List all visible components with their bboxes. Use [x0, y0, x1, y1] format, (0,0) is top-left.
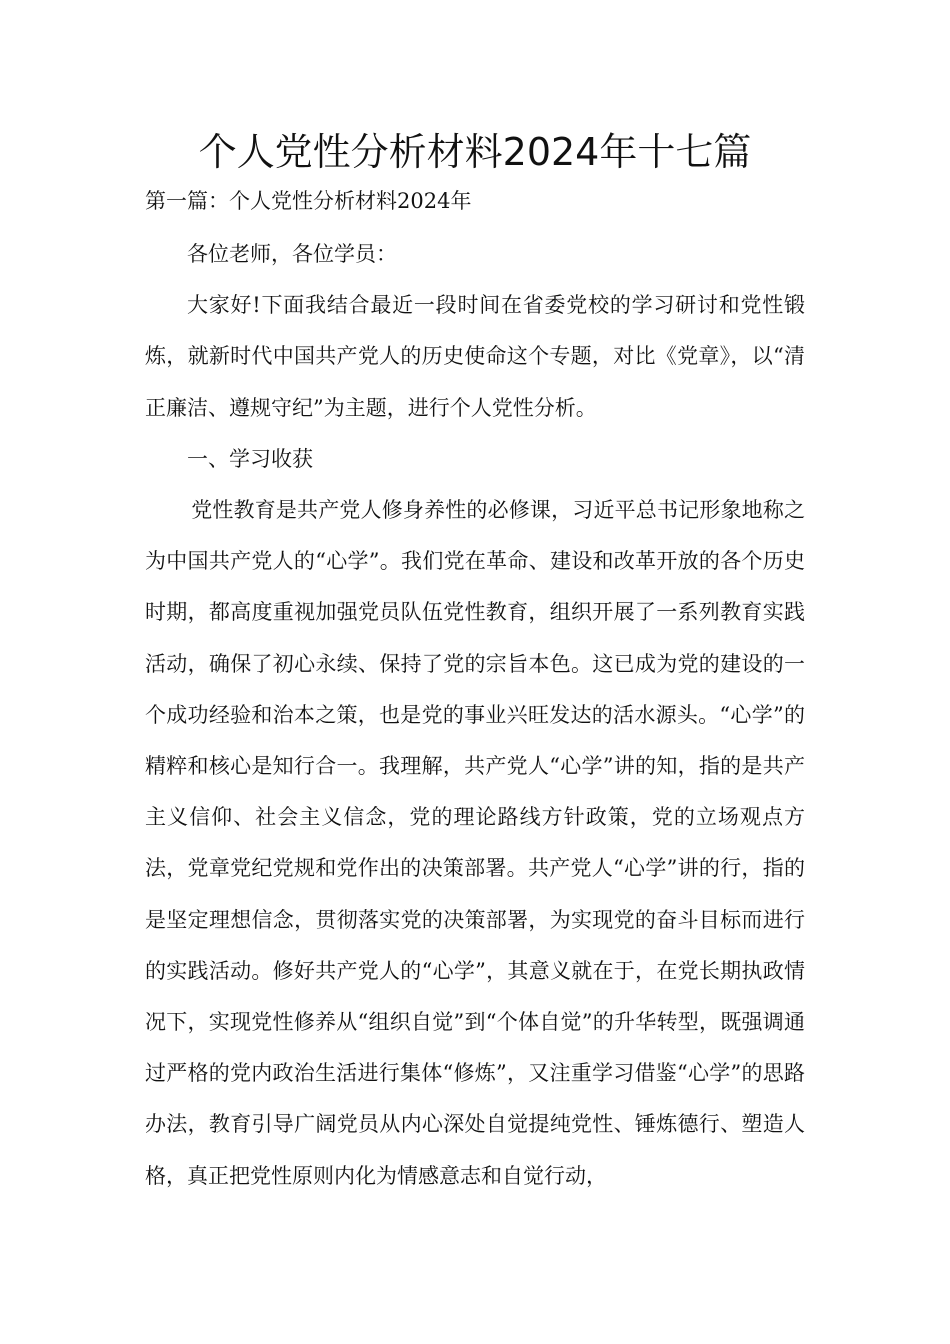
intro-paragraph: 大家好!下面我结合最近一段时间在省委党校的学习研讨和党性锻炼，就新时代中国共产党人的历史使命这个专题，对比《党章》，以“清正廉洁、遵规守纪”为主题，进行个人党性分析。 — [145, 293, 805, 420]
section-heading-learning-gains: 一、学习收获 — [187, 446, 313, 471]
section-heading: 第一篇：个人党性分析材料2024年 — [145, 189, 472, 213]
body-paragraph: 党性教育是共产党人修身养性的必修课，习近平总书记形象地称之为中国共产党人的“心学”。我们党在革命、建设和改革开放的各个历史时期，都高度重视加强党员队伍党性教育，组织开展了一系列教育实践活动，确保了初心永续、保持了党的宗旨本色。这已成为党的建设的一个成功经验和治本之策，也是党的事业兴旺发达的活水源头。“心学”的精粹和核心是知行合一。我理解，共产党人“心学”讲的知，指的是共产主义信仰、社会主义信念，党的理论路线方针政策，党的立场观点方法，党章党纪党规和党作出的决策部署。共产党人“心学”讲的行，指的是坚定理想信念，贯彻落实党的决策部署，为实现党的奋斗目标而进行的实践活动。修好共产党人的“心学”，其意义就在于，在党长期执政情况下，实现党性修养从“组织自觉”到“个体自觉”的升华转型，既强调通过严格的党内政治生活进行集体“修炼”，又注重学习借鉴“心学”的思路办法，教育引导广阔党员从内心深处自觉提纯党性、锤炼德行、塑造人格，真正把党性原则内化为情感意志和自觉行动， — [145, 498, 805, 1188]
document-title: 个人党性分析材料2024年十七篇 — [198, 130, 752, 174]
salutation: 各位老师，各位学员： — [187, 242, 397, 266]
document-body — [145, 229, 805, 1202]
